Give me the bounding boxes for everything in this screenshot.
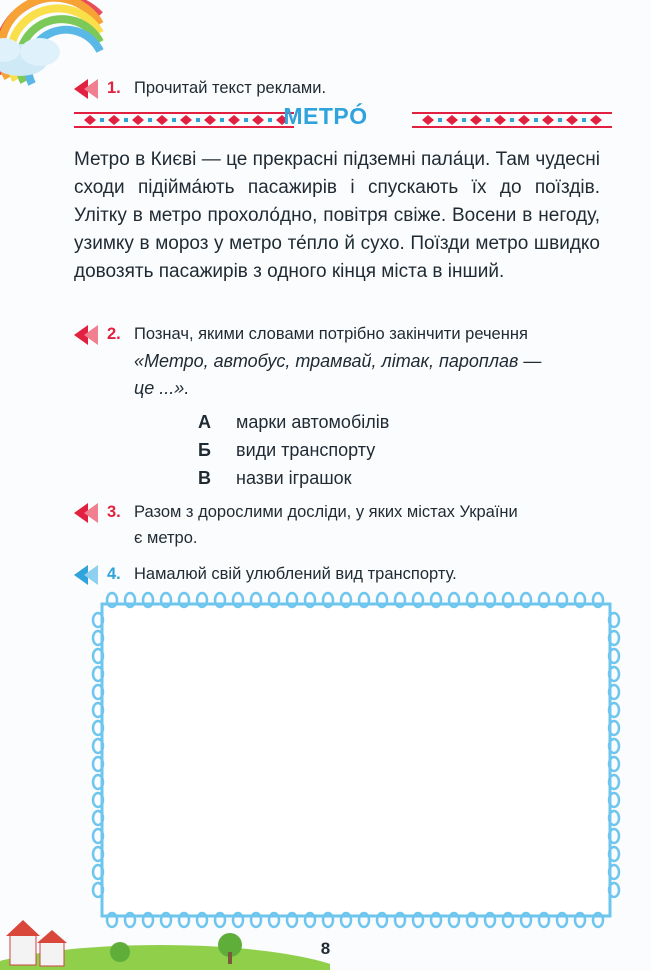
option-c[interactable] — [198, 468, 352, 489]
houses-decoration — [0, 890, 330, 970]
option-letter: Б — [198, 440, 211, 460]
option-letter: А — [198, 412, 211, 432]
task-2-line-3: це ...». — [134, 378, 190, 398]
task-arrow-icon — [74, 564, 104, 586]
option-text: види транспорту — [236, 440, 376, 460]
advertisement-text — [74, 146, 600, 286]
task-2-question — [134, 322, 604, 401]
task-number: 1. — [107, 79, 121, 97]
task-number: 2. — [107, 325, 121, 343]
task-3-text — [134, 500, 604, 551]
task-3-line-2: є метро. — [134, 529, 198, 547]
task-arrow-icon — [74, 324, 104, 346]
task-3-line-1: Разом з дорослими досліди, у яких містах України — [134, 503, 518, 521]
task-text: Прочитай текст реклами. — [134, 79, 327, 97]
option-b[interactable] — [198, 440, 375, 461]
task-number: 4. — [107, 565, 121, 583]
task-number: 3. — [107, 503, 121, 521]
text-title: МЕТРÓ — [283, 103, 368, 129]
rainbow-cloud-decoration — [0, 0, 110, 90]
option-a[interactable] — [198, 412, 389, 433]
option-text: назви іграшок — [236, 468, 352, 488]
drawing-frame[interactable] — [88, 590, 624, 930]
page-number: 8 — [320, 939, 331, 958]
task-arrow-icon — [74, 502, 104, 524]
advertisement-paragraph: Метро в Києві — це прекрасні підземні пала́ци. Там чудесні сходи підійма́ють пасажирів і спускають їх до поїздів. Улітку в метро прохоло́дно, повітря свіже. Восени в негоду, узимку в мороз у метро те́пло й сухо. Поїзди метро швидко довозять пасажирів з одного кінця міста в інший. — [74, 149, 600, 282]
task-2-line-1: Познач, якими словами потрібно закінчити речення — [134, 325, 528, 343]
option-letter: В — [198, 468, 211, 488]
task-arrow-icon — [74, 78, 104, 100]
task-text: Намалюй свій улюблений вид транспорту. — [134, 565, 457, 583]
task-2-line-2: «Метро, автобус, трамвай, літак, пароплав — — [134, 351, 542, 371]
option-text: марки автомобілів — [236, 412, 390, 432]
